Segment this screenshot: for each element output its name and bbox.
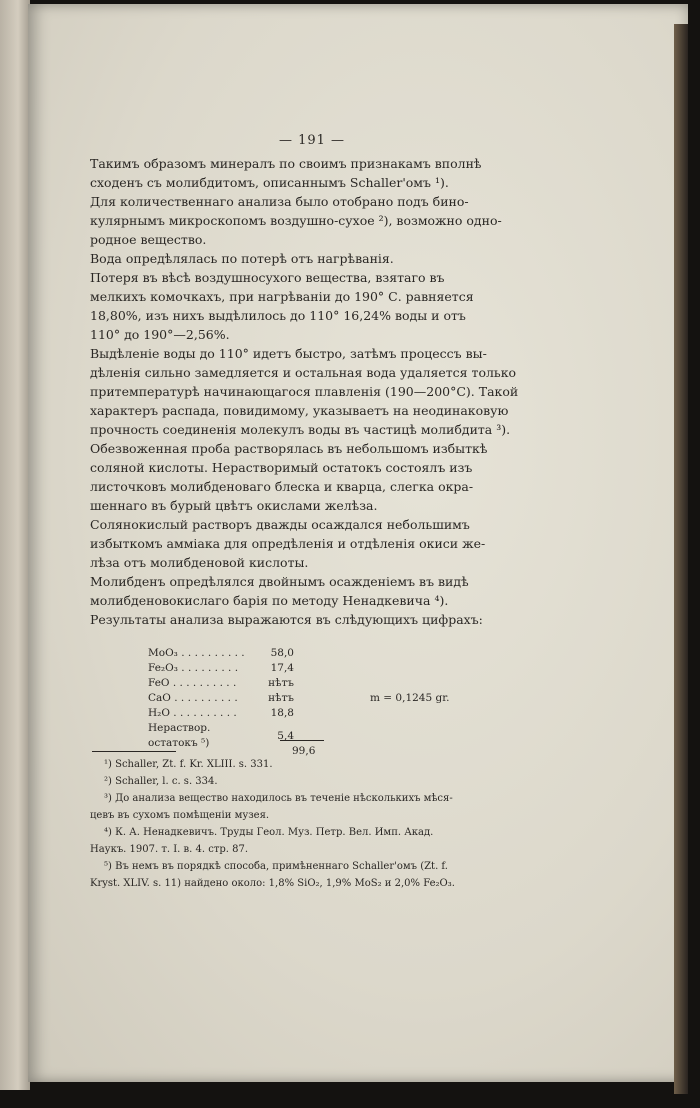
- book-page: [28, 4, 688, 1082]
- paragraph: [90, 439, 534, 515]
- text-line: соляной кислоты. Нерастворимый остатокъ состоялъ изъ: [90, 460, 473, 475]
- text-line: Вода опредѣлялась по потерѣ отъ нагрѣванія.: [90, 251, 394, 266]
- text-line: молибденовокислаго барія по методу Ненадкевича ⁴).: [90, 593, 449, 608]
- text-line: Потеря въ вѣсѣ воздушносухого вещества, взятаго въ: [90, 270, 445, 285]
- footnotes: [90, 756, 534, 892]
- footnote-line: ¹) Schaller, Zt. f. Kr. XLIII. s. 331.: [104, 759, 273, 770]
- analysis-row: [148, 646, 294, 661]
- component-name: H₂O . . . . . . . . . .: [148, 707, 237, 719]
- text-line: лѣза отъ молибденовой кислоты.: [90, 555, 309, 570]
- analysis-row: [148, 721, 294, 751]
- text-line: Молибденъ опредѣлялся двойнымъ осажденіемъ въ видѣ: [90, 574, 469, 589]
- component-value: 5,4: [277, 729, 294, 742]
- text-line: шеннаго въ бурый цвѣтъ окислами желѣза.: [90, 498, 378, 513]
- component-value: нѣтъ: [268, 692, 294, 704]
- paragraph: [90, 572, 534, 610]
- component-name: Нераствор. остатокъ ⁵): [148, 722, 211, 749]
- footnote-line: цевъ въ сухомъ помѣщеніи музея.: [90, 810, 270, 821]
- sample-mass: m = 0,1245 gr.: [370, 692, 450, 704]
- text-line: Обезвоженная проба растворялась въ небольшомъ избыткѣ: [90, 441, 488, 456]
- analysis-total: 99,6: [292, 745, 316, 757]
- text-line: кулярнымъ микроскопомъ воздушно-сухое ²), возможно одно-: [90, 213, 502, 228]
- text-line: избыткомъ аммiака для опредѣленія и отдѣленія окиси же-: [90, 536, 486, 551]
- paragraph: [90, 515, 534, 572]
- footnote-line: ²) Schaller, l. c. s. 334.: [104, 776, 218, 787]
- footnote-line: ³) До анализа вещество находилось въ теченіе нѣсколькихъ мѣся-: [104, 793, 453, 804]
- paragraph: [90, 268, 534, 344]
- footnote-line: ⁵) Въ немъ въ порядкѣ способа, примѣненнаго Schaller'омъ (Zt. f.: [104, 861, 448, 872]
- text-line: Солянокислый растворъ дважды осаждался небольшимъ: [90, 517, 470, 532]
- text-line: Выдѣленіе воды до 110° идетъ быстро, затѣмъ процессъ вы-: [90, 346, 487, 361]
- component-name: MoO₃ . . . . . . . . . .: [148, 647, 245, 659]
- paragraph: [90, 249, 534, 268]
- analysis-row: [148, 706, 294, 721]
- footnote-line: ⁴) К. А. Ненадкевичъ. Труды Геол. Муз. Петр. Вел. Имп. Акад.: [104, 827, 434, 838]
- page-number: — 191 —: [278, 133, 346, 148]
- text-line: 18,80%, изъ нихъ выдѣлилось до 110° 16,24% воды и отъ: [90, 308, 466, 323]
- component-name: CaO . . . . . . . . . .: [148, 692, 238, 704]
- component-value: 58,0: [270, 647, 294, 659]
- total-rule: [280, 740, 324, 741]
- text-line: сходенъ съ молибдитомъ, описаннымъ Schaller'омъ ¹).: [90, 175, 449, 190]
- component-value: нѣтъ: [268, 677, 294, 689]
- text-line: 110° до 190°—2,56%.: [90, 327, 230, 342]
- text-line: листочковъ молибденоваго блеска и кварца, слегка окра-: [90, 479, 474, 494]
- component-name: FeO . . . . . . . . . .: [148, 677, 237, 689]
- component-value: 18,8: [270, 707, 294, 719]
- paragraph: [90, 344, 534, 439]
- analysis-row: [148, 661, 294, 676]
- footnote-line: Kryst. XLIV. s. 11) найдено около: 1,8% SiO₂, 1,9% MoS₂ и 2,0% Fe₂O₃.: [90, 878, 455, 889]
- paragraph: [90, 154, 534, 192]
- paragraph: [90, 610, 534, 629]
- analysis-table: [148, 646, 294, 751]
- footnote-rule: [92, 751, 176, 752]
- text-line: характеръ распада, повидимому, указываетъ на неодинаковую: [90, 403, 509, 418]
- text-line: прочность соединенія молекулъ воды въ частицѣ молибдита ³).: [90, 422, 511, 437]
- component-name: Fe₂O₃ . . . . . . . . .: [148, 662, 239, 674]
- footnote-line: Наукъ. 1907. т. I. в. 4. стр. 87.: [90, 844, 249, 855]
- text-line: Для количественнаго анализа было отобрано подъ бино-: [90, 194, 469, 209]
- text-line: мелкихъ комочкахъ, при нагрѣваніи до 190° С. равняется: [90, 289, 474, 304]
- analysis-row: [148, 676, 294, 691]
- text-line: Результаты анализа выражаются въ слѣдующихъ цифрахъ:: [90, 612, 483, 627]
- left-page-edge: [0, 0, 30, 1090]
- text-line: Такимъ образомъ минералъ по своимъ признакамъ вполнѣ: [90, 156, 482, 171]
- paragraph: [90, 192, 534, 249]
- text-line: притемпературѣ начинающагося плавленія (190—200°С). Такой: [90, 384, 519, 399]
- component-value: 17,4: [270, 662, 294, 674]
- page-right-edge: [674, 24, 688, 1094]
- analysis-row: [148, 691, 294, 706]
- text-line: дѣленія сильно замедляется и остальная вода удаляется только: [90, 365, 517, 380]
- text-line: родное вещество.: [90, 232, 207, 247]
